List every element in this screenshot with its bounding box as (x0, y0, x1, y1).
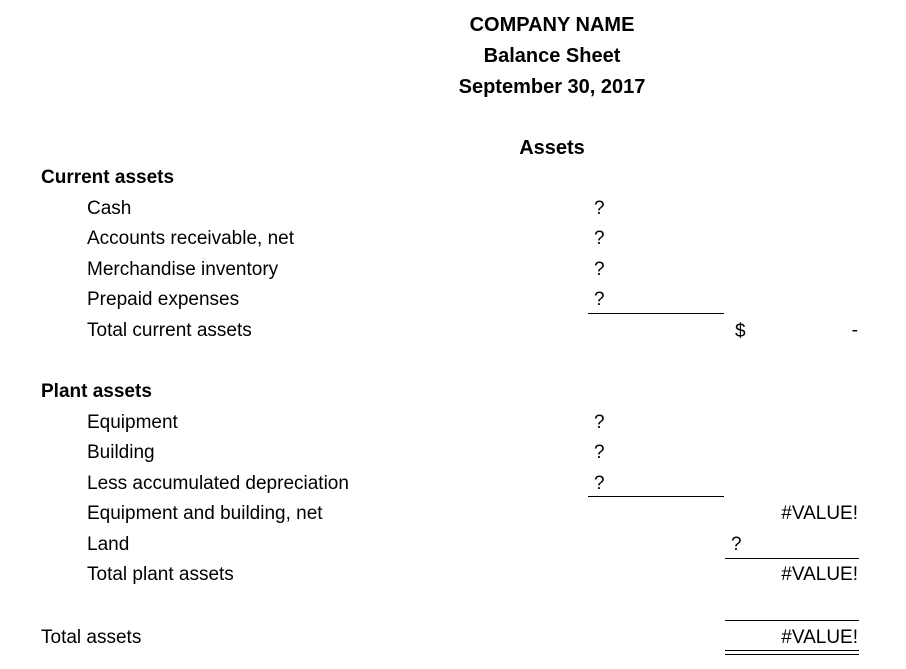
current-assets-heading: Current assets (41, 167, 175, 188)
plant-assets-heading: Plant assets (41, 381, 152, 402)
accumulated-depreciation-amount: ? (594, 473, 605, 494)
total-assets-top-rule (725, 620, 859, 621)
total-assets-double-rule (725, 650, 859, 655)
cash-label: Cash (87, 198, 132, 219)
prepaid-expenses-label: Prepaid expenses (87, 289, 240, 310)
accounts-receivable-label: Accounts receivable, net (87, 228, 295, 249)
accounts-receivable-amount: ? (594, 228, 605, 249)
merchandise-inventory-amount: ? (594, 259, 605, 280)
statement-title: Balance Sheet (483, 45, 621, 67)
total-current-assets-currency: $ (735, 321, 746, 342)
total-assets-value: #VALUE! (781, 627, 858, 648)
section-title-assets: Assets (519, 137, 585, 159)
plant-assets-subtotal-rule (588, 496, 724, 497)
cash-amount: ? (594, 198, 605, 219)
land-amount: ? (731, 534, 742, 555)
building-amount: ? (594, 442, 605, 463)
equipment-label: Equipment (87, 412, 178, 433)
total-plant-assets-value: #VALUE! (781, 564, 858, 585)
accumulated-depreciation-label: Less accumulated depreciation (87, 473, 349, 494)
plant-assets-total-rule (725, 558, 859, 559)
building-label: Building (87, 442, 155, 463)
statement-date: September 30, 2017 (458, 76, 646, 98)
land-label: Land (87, 534, 130, 555)
total-plant-assets-label: Total plant assets (87, 564, 234, 585)
equipment-amount: ? (594, 412, 605, 433)
total-current-assets-label: Total current assets (87, 320, 252, 341)
merchandise-inventory-label: Merchandise inventory (87, 259, 279, 280)
total-current-assets-value: - (851, 320, 858, 341)
company-name: COMPANY NAME (469, 14, 635, 36)
equipment-building-net-label: Equipment and building, net (87, 503, 323, 524)
prepaid-expenses-amount: ? (594, 289, 605, 310)
equipment-building-net-value: #VALUE! (781, 503, 858, 524)
total-assets-label: Total assets (41, 627, 142, 648)
current-assets-subtotal-rule (588, 313, 724, 314)
